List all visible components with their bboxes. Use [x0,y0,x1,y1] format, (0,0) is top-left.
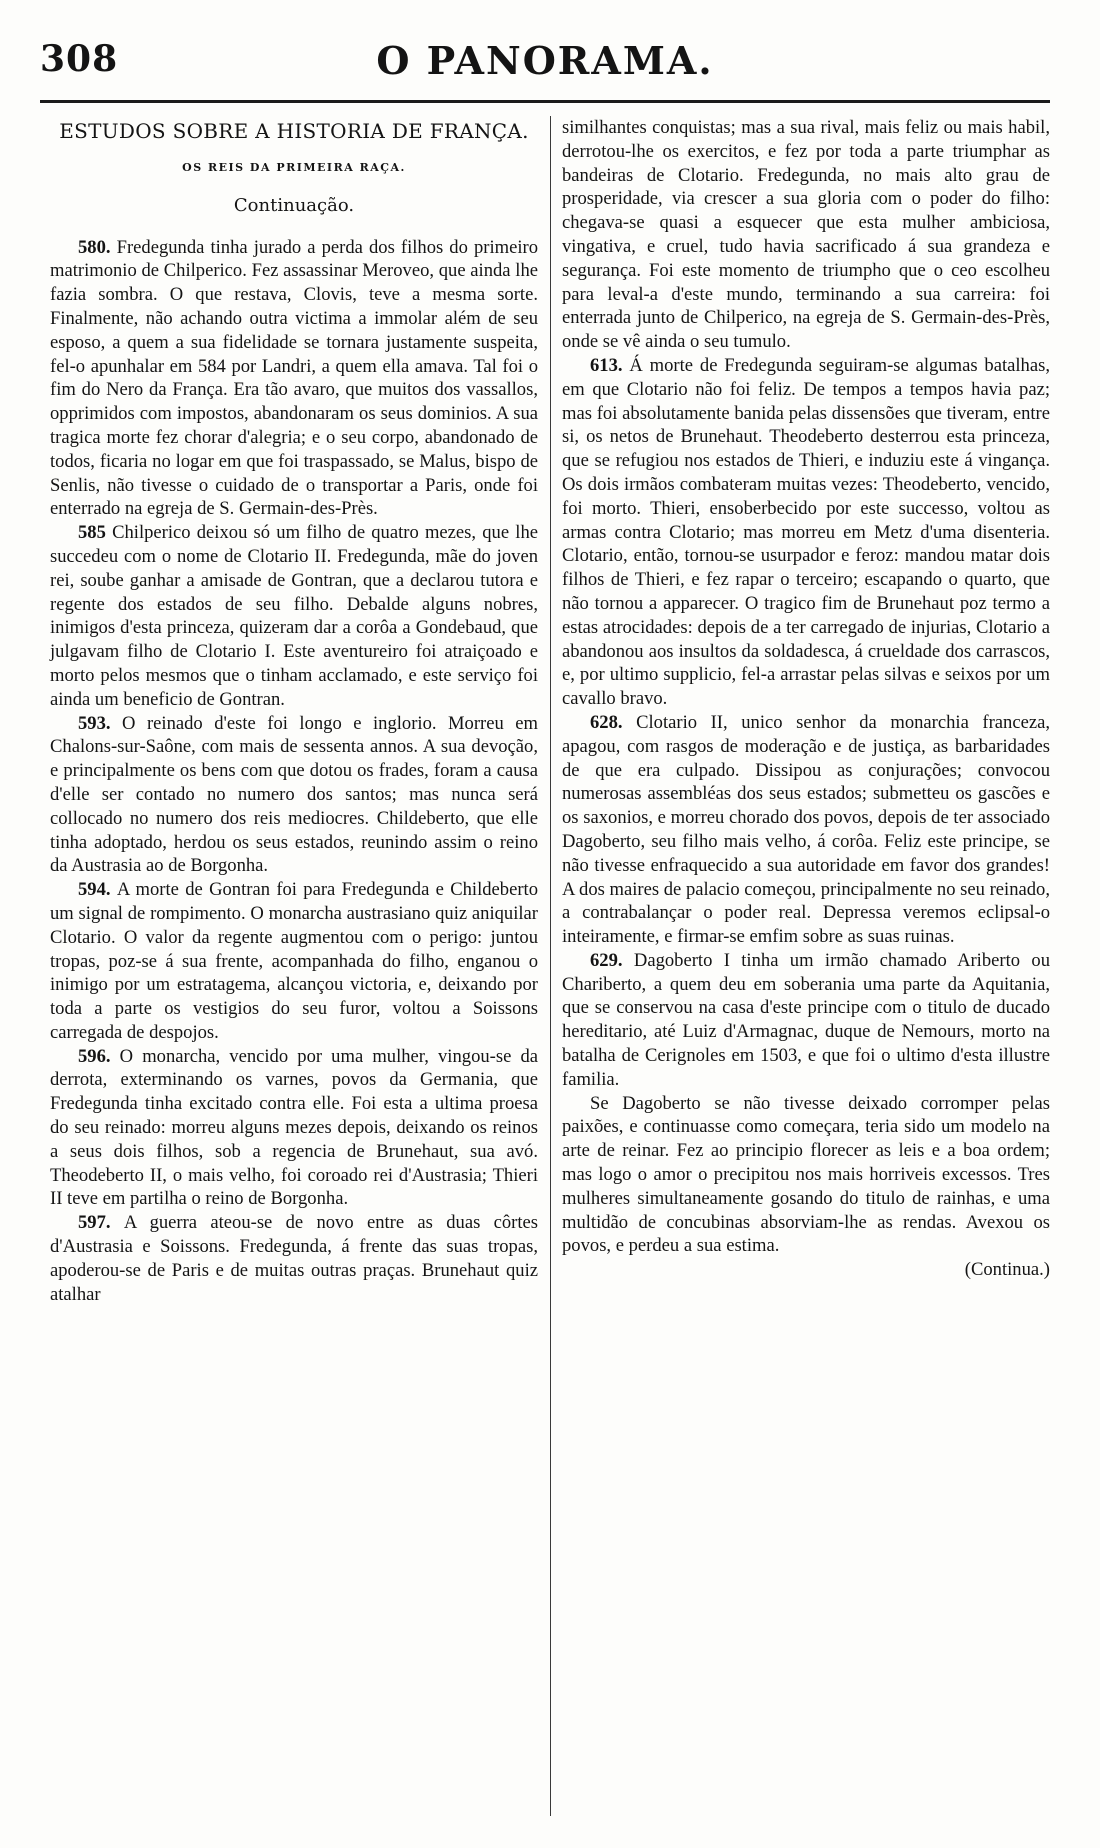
paragraph [50,1211,538,1306]
paragraph [562,116,1050,354]
paragraph [562,354,1050,711]
right-column [562,116,1050,1836]
paragraph-text: A guerra ateou-se de novo entre as duas côrtes d'Austrasia e Soissons. Fredegunda, á frente das suas tropas, apoderou-se de Paris e de muitas outras praças. Brunehaut quiz atalhar [50,1212,539,1305]
paragraph [562,711,1050,949]
paragraph-number: 593. [78,712,123,734]
header-rule [40,100,1050,103]
paragraph-text: Fredegunda tinha jurado a perda dos filhos do primeiro matrimonio de Chilperico. Fez assassinar Meroveo, que ainda lhe fazia sombra. O que restava, Clovis, teve a mesma sorte. Finalmente, não achando outra victima a immolar além de seu esposo, a quem a sua fidelidade se tornara justamente suspeita, fel-o apunhalar em 584 por Landri, a quem ella amava. Tal foi o fim do Nero da França. Era tão avaro, que muitos dos vassallos, opprimidos com impostos, abandonaram os seus dominios. A sua tragica morte fez chorar d'alegria; e o seu corpo, abandonado de todos, ficaria no logar em que foi traspassado, se Malus, bispo de Senlis, não tivesse o cuidado de o transportar a Paris, onde foi enterrado na egreja de S. Germain-des-Près. [50,236,539,520]
left-paragraphs [50,236,538,1307]
paragraph-text: A morte de Gontran foi para Fredegunda e Childeberto um signal de rompimento. O monarcha austrasiano quiz aniquilar Clotario. O valor da regente augmentou com o perigo: juntou tropas, poz-se á sua frente, acompanhada do filho, enganou o inimigo por um estratagema, alcançou victoria, e, deixando por toda a parte os vestigios do seu furor, voltou a Soissons carregada de despojos. [50,879,538,1043]
page-header [40,38,1050,88]
paragraph [50,521,538,711]
paragraph-number: 597. [78,1212,124,1234]
paragraph [562,1092,1050,1259]
paragraph [50,878,538,1045]
masthead: O PANORAMA. [376,38,714,83]
paragraph-text: Clotario II, unico senhor da monarchia franceza, apagou, com rasgos de moderação e de justiça, as barbaridades de que era culpado. Dissipou as conjurações; convocou numerosas assembléas dos seus estados; submetteu os gascões e os saxonios, e morreu chorado dos povos, depois de ter associado Dagoberto, seu filho mais velho, á corôa. Feliz este principe, se não tivesse enfraquecido a sua autoridade em favor dos grandes! A dos maires de palacio começou, principalmente no seu reinado, a contrabalançar o poder real. Depressa veremos eclipsal-o inteiramente, e firmar-se emfim sobre as suas ruinas. [562,711,1050,948]
paragraph-text: Dagoberto I tinha um irmão chamado Ariberto ou Chariberto, a quem deu em soberania uma parte da Aquitania, que se conservou na casa d'este principe com o titulo de ducado hereditario, até Luiz d'Armagnac, duque de Nemours, morto na batalha de Cerignoles em 1503, e que foi o ultimo d'esta illustre familia. [562,949,1050,1090]
paragraph-text: O monarcha, vencido por uma mulher, vingou-se da derrota, exterminando os varnes, povos da Germania, que Fredegunda tinha excitado contra elle. Foi esta a ultima proesa do seu reinado: morreu alguns mezes depois, deixando os reinos a seus dois filhos, sob a regencia de Brunehaut, sua avó. Theodeberto II, o mais velho, foi coroado rei d'Austrasia; Thieri II teve em partilha o reino de Borgonha. [50,1045,539,1210]
paragraph [50,236,538,522]
paragraph-number: 580. [78,236,117,258]
paragraph [50,712,538,879]
end-note: (Continua.) [964,1259,1050,1281]
paragraph-number: 585 [78,522,113,544]
paragraph-text: Á morte de Fredegunda seguiram-se algumas batalhas, em que Clotario não foi feliz. De tempos a tempos havia paz; mas foi absolutamente banida pelas dissensões que tiveram, entre si, os netos de Brunehaut. Theodeberto desterrou esta princeza, que se refugiou nos estados de Thieri, e induziu este á vingança. Os dois irmãos combateram muitas vezes: Theodeberto, vencido, foi morto. Thieri, ensoberbecido por este successo, voltou as armas contra Clotario; mas morreu em Metz d'uma disenteria. Clotario, então, tornou-se usurpador e feroz: mandou matar dois filhos de Thieri, e fez rapar o terceiro; escapando o quarto, que não tornou a apparecer. O tragico fim de Brunehaut poz termo a estas atrocidades: depois de a ter carregado de injurias, Clotario a abandonou aos insultos da soldadesca, á crueldade dos carrascos, e, por ultimo supplicio, fel-a arrastar pelas silvas e seixos por um cavallo bravo. [562,354,1050,710]
continuation-label: Continuação. [233,194,355,216]
article-title: ESTUDOS SOBRE A HISTORIA DE FRANÇA. [59,119,529,143]
paragraph-number: 613. [590,354,630,376]
paragraph-text: Se Dagoberto se não tivesse deixado corromper pelas paixões, e continuasse como começara, teria sido um modelo na arte de reinar. Fez ao principio florecer as leis e a boa ordem; mas logo o amor o precipitou nos mais horriveis excessos. Tres mulheres simultaneamente gosando do titulo de rainhas, e uma multidão de concubinas absorviam-lhe as rendas. Avexou os povos, e perdeu a sua estima. [562,1092,1050,1257]
paragraph-number: 594. [78,879,117,901]
article-subtitle: OS REIS DA PRIMEIRA RAÇA. [182,161,406,174]
right-paragraphs [562,116,1050,1258]
paragraph-number: 628. [590,711,637,733]
page-number: 308 [40,38,119,80]
paragraph [50,1045,538,1212]
paragraph-number: 596. [78,1045,120,1067]
paragraph-number: 629. [590,949,634,971]
paragraph [562,949,1050,1092]
paragraph-text: Chilperico deixou só um filho de quatro mezes, que lhe succedeu com o nome de Clotario II. Fredegunda, mãe do joven rei, soube ganhar a amisade de Gontran, que a declarou tutora e regente dos estados de seu filho. Debalde alguns nobres, inimigos d'esta princeza, quizeram dar a corôa a Gondebaud, que julgavam filho de Clotario I. Este aventureiro foi atraiçoado e morto pelos mesmos que o tinham acclamado, e este serviço foi ainda um beneficio de Gontran. [50,522,538,710]
left-column [50,116,538,1836]
paragraph-text: similhantes conquistas; mas a sua rival, mais feliz ou mais habil, derrotou-lhe os exercitos, e fez por toda a parte triumphar as bandeiras de Clotario. Fredegunda, no mais alto grau de prosperidade, via crescer a sua gloria com o poder do filho: chegava-se quasi a esquecer que esta mulher ambiciosa, vingativa, e cruel, tudo havia sacrificado á sua grandeza e segurança. Foi este momento de triumpho que o ceo escolheu para leval-a d'este mundo, terminando a sua carreira: foi enterrada junto de Chilperico, na egreja de S. Germain-des-Près, onde se vê ainda o seu tumulo. [562,117,1050,353]
column-divider [550,116,551,1816]
paragraph-text: O reinado d'este foi longo e inglorio. Morreu em Chalons-sur-Saône, com mais de sessenta annos. A sua devoção, e principalmente os bens com que dotou os frades, foram a causa d'elle ser contado no numero dos santos; mas nunca será collocado no numero dos reis mediocres. Childeberto, que elle tinha adoptado, herdou os seus estados, reunindo assim o reino da Austrasia ao de Borgonha. [50,712,538,877]
